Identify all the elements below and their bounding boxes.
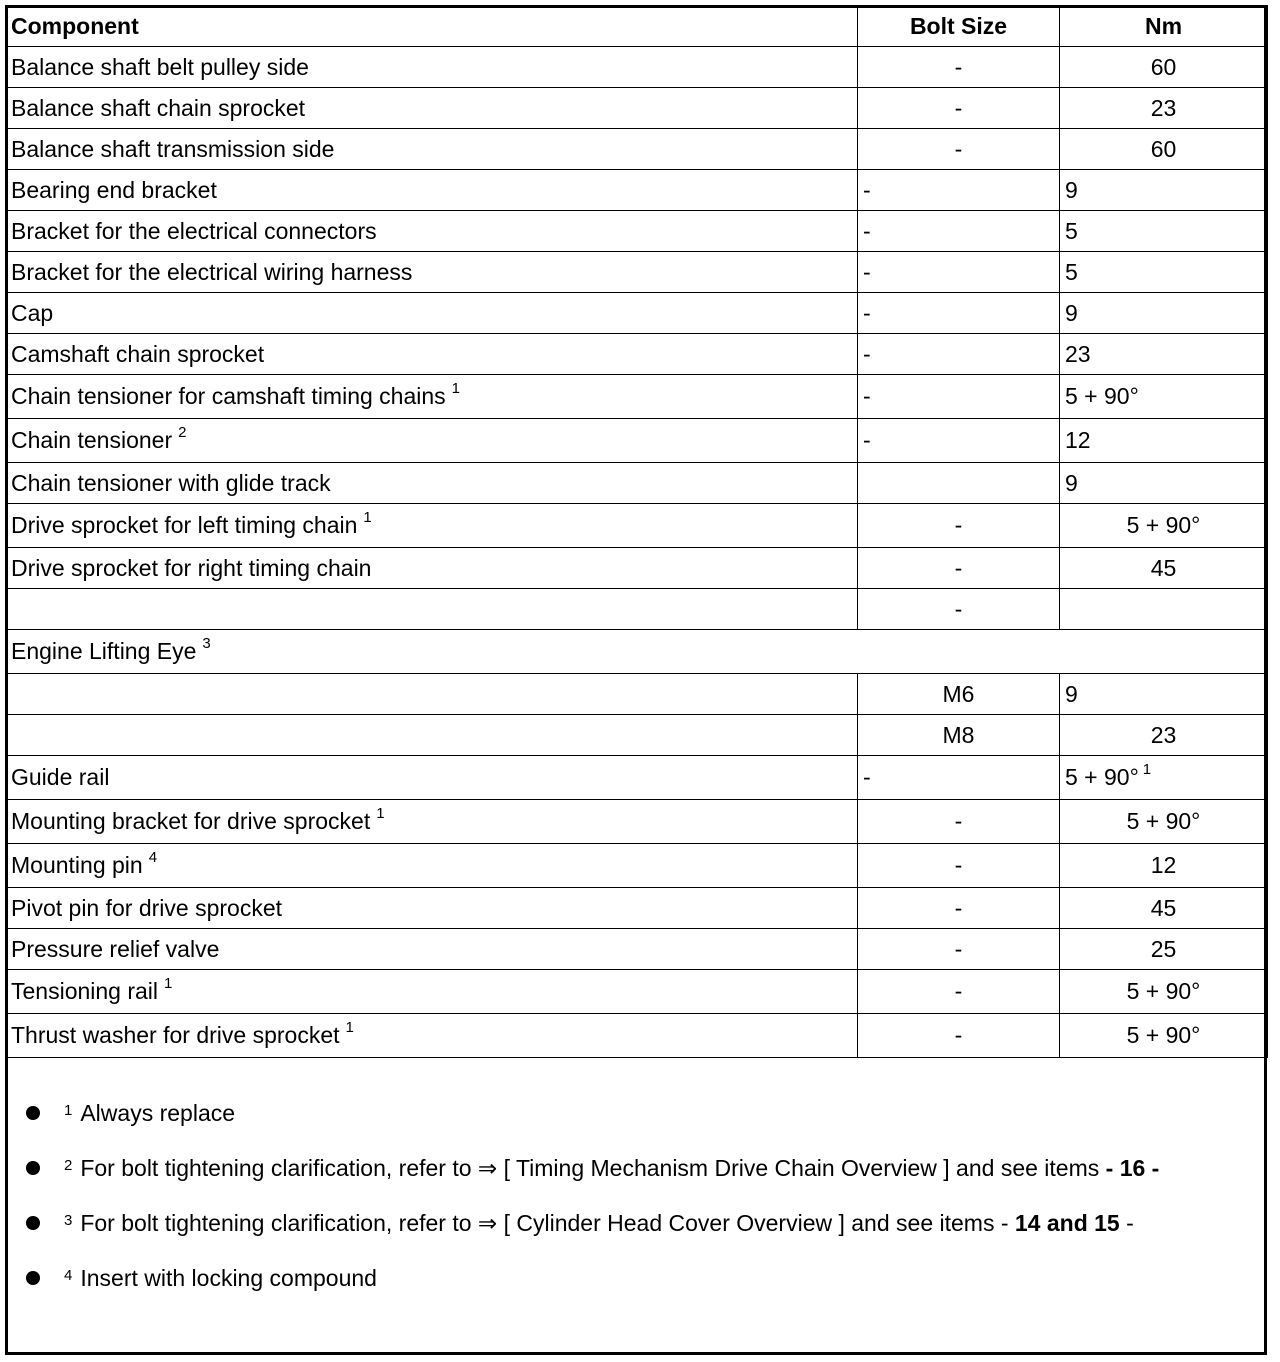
bolt-size-cell: -	[858, 293, 1060, 334]
lifting-eye-group	[6, 630, 1268, 674]
torque-cell: 5 + 90°	[1060, 504, 1268, 548]
bolt-size-cell: -	[858, 47, 1060, 88]
bolt-size-cell: -	[858, 129, 1060, 170]
bullet-dot-icon	[26, 1216, 40, 1230]
footnote-4	[26, 1265, 1266, 1320]
bolt-size-cell: -	[858, 548, 1060, 589]
component-cell: Mounting pin $^4$	[6, 844, 858, 888]
header-component: Component	[6, 6, 858, 47]
component-cell: Bracket for the electrical wiring harness	[6, 252, 858, 293]
lifting-eye-label: Engine Lifting Eye	[11, 638, 197, 664]
footnotes	[26, 1100, 1266, 1320]
torque-cell: 23	[1060, 88, 1268, 129]
bolt-size-cell: -	[858, 375, 1060, 419]
table-row	[6, 929, 1268, 970]
component-cell: Chain tensioner for camshaft timing chains $^1$	[6, 375, 858, 419]
bolt-size-cell: -	[858, 970, 1060, 1014]
bolt-size-cell: -	[858, 504, 1060, 548]
lifting-eye-cell	[6, 630, 1268, 674]
table-row	[6, 800, 1268, 844]
lifting-eye-sup: 3	[202, 635, 211, 652]
table-body-2	[6, 674, 1268, 1058]
header-nm: Nm	[1060, 6, 1268, 47]
torque-cell: 60	[1060, 47, 1268, 88]
table-row	[6, 88, 1268, 129]
table-body	[6, 47, 1268, 630]
footnote-2	[26, 1155, 1266, 1210]
bolt-size-cell	[858, 463, 1060, 504]
torque-cell: 12	[1060, 844, 1268, 888]
torque-cell: 9	[1060, 463, 1268, 504]
bullet-dot-icon	[26, 1106, 40, 1120]
footnote-1	[26, 1100, 1266, 1155]
torque-cell: 25	[1060, 929, 1268, 970]
component-cell: Drive sprocket for left timing chain $^1$	[6, 504, 858, 548]
torque-cell: 9	[1060, 170, 1268, 211]
table-row	[6, 419, 1268, 463]
component-cell: Drive sprocket for right timing chain	[6, 548, 858, 589]
component-cell: Guide rail	[6, 756, 858, 800]
torque-cell: 9	[1060, 293, 1268, 334]
table-row	[6, 970, 1268, 1014]
table-row	[6, 589, 1268, 630]
bolt-size-cell: M6	[858, 674, 1060, 715]
bolt-size-cell: -	[858, 589, 1060, 630]
table-row	[6, 504, 1268, 548]
torque-cell: 23	[1060, 334, 1268, 375]
bolt-size-cell: -	[858, 88, 1060, 129]
bolt-size-cell: -	[858, 888, 1060, 929]
torque-cell	[1060, 589, 1268, 630]
bolt-size-cell: -	[858, 211, 1060, 252]
component-cell: Mounting bracket for drive sprocket $^1$	[6, 800, 858, 844]
torque-cell: 5 + 90°	[1060, 1014, 1268, 1058]
table-row	[6, 888, 1268, 929]
footnote-3	[26, 1210, 1266, 1265]
bolt-size-cell: -	[858, 252, 1060, 293]
table-row	[6, 630, 1268, 674]
table-row	[6, 170, 1268, 211]
torque-cell: 12	[1060, 419, 1268, 463]
component-cell: Bracket for the electrical connectors	[6, 211, 858, 252]
bolt-size-cell: M8	[858, 715, 1060, 756]
table-row	[6, 715, 1268, 756]
table-header-row	[6, 6, 1268, 47]
footnote-text: $^1$ Always replace	[64, 1100, 236, 1126]
bolt-size-cell: -	[858, 1014, 1060, 1058]
component-cell: Cap	[6, 293, 858, 334]
table-row	[6, 375, 1268, 419]
table-row	[6, 1014, 1268, 1058]
table-row	[6, 756, 1268, 800]
component-cell: Thrust washer for drive sprocket $^1$	[6, 1014, 858, 1058]
torque-cell: 5 + 90°	[1060, 970, 1268, 1014]
table-row	[6, 47, 1268, 88]
component-cell	[6, 674, 858, 715]
torque-cell: 5	[1060, 252, 1268, 293]
table-row	[6, 129, 1268, 170]
component-cell: Pivot pin for drive sprocket	[6, 888, 858, 929]
header-bolt-size: Bolt Size	[858, 6, 1060, 47]
torque-cell: 5 + 90°	[1060, 375, 1268, 419]
component-cell: Chain tensioner $^2$	[6, 419, 858, 463]
component-cell	[6, 715, 858, 756]
component-cell: Balance shaft transmission side	[6, 129, 858, 170]
footnote-text: $^2$ For bolt tightening clarification, refer to ⇒ [ Timing Mechanism Drive Chain Overview ] and see items - 16 -	[64, 1155, 1160, 1181]
bullet-dot-icon	[26, 1161, 40, 1175]
bolt-size-cell: -	[858, 334, 1060, 375]
component-cell: Chain tensioner with glide track	[6, 463, 858, 504]
bolt-size-cell: -	[858, 170, 1060, 211]
footnote-text: $^3$ For bolt tightening clarification, refer to ⇒ [ Cylinder Head Cover Overview ] and see items - 14 and 15 -	[64, 1210, 1134, 1236]
table-row	[6, 293, 1268, 334]
bullet-dot-icon	[26, 1271, 40, 1285]
component-cell: Camshaft chain sprocket	[6, 334, 858, 375]
torque-cell: 9	[1060, 674, 1268, 715]
component-cell: Balance shaft belt pulley side	[6, 47, 858, 88]
bolt-size-cell: -	[858, 800, 1060, 844]
torque-cell: 60	[1060, 129, 1268, 170]
table-row	[6, 252, 1268, 293]
torque-cell: 23	[1060, 715, 1268, 756]
table-row	[6, 674, 1268, 715]
table-row	[6, 463, 1268, 504]
bolt-size-cell: -	[858, 929, 1060, 970]
torque-cell: 45	[1060, 888, 1268, 929]
torque-cell: 5 + 90° $^1$	[1060, 756, 1268, 800]
bolt-size-cell: -	[858, 756, 1060, 800]
component-cell: Tensioning rail $^1$	[6, 970, 858, 1014]
torque-cell: 5	[1060, 211, 1268, 252]
torque-cell: 45	[1060, 548, 1268, 589]
footnote-text: $^4$ Insert with locking compound	[64, 1265, 377, 1291]
torque-cell: 5 + 90°	[1060, 800, 1268, 844]
torque-table	[5, 5, 1268, 1058]
component-cell: Pressure relief valve	[6, 929, 858, 970]
table-row	[6, 844, 1268, 888]
bolt-size-cell: -	[858, 419, 1060, 463]
component-cell: Bearing end bracket	[6, 170, 858, 211]
table-row	[6, 548, 1268, 589]
component-cell	[6, 589, 858, 630]
bolt-size-cell: -	[858, 844, 1060, 888]
table-row	[6, 334, 1268, 375]
component-cell: Balance shaft chain sprocket	[6, 88, 858, 129]
table-row	[6, 211, 1268, 252]
